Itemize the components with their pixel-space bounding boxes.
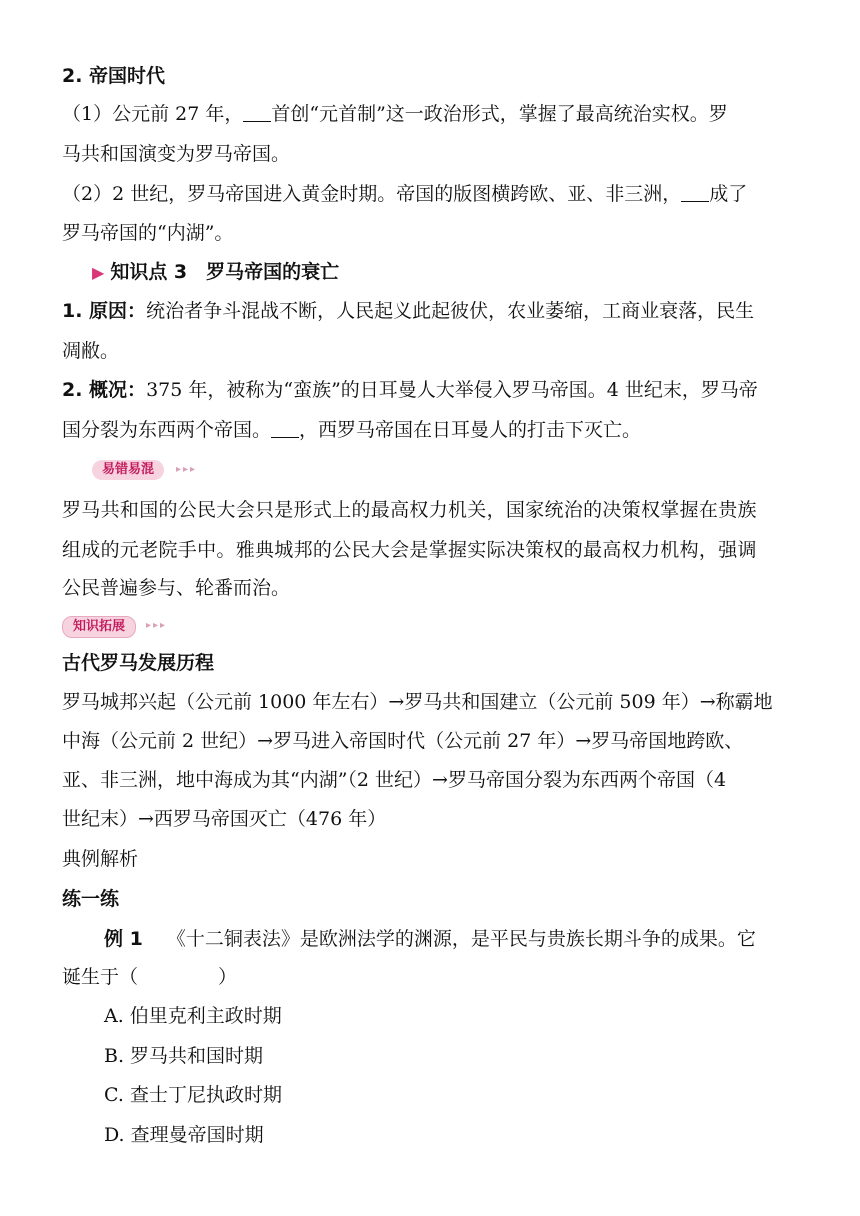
knowledge-point-title: 知识点 3 罗马帝国的衰亡 xyxy=(110,261,340,283)
section-title-empire: 2. 帝国时代 xyxy=(62,65,166,87)
option-a[interactable]: A. 伯里克利主政时期 xyxy=(104,1005,282,1027)
text-span: 诞生于（ xyxy=(62,966,139,988)
text-span: 国分裂为东西两个帝国。 xyxy=(62,419,272,441)
answer-blank[interactable] xyxy=(243,103,271,122)
text-span: ，西罗马帝国在日耳曼人的打击下灭亡。 xyxy=(299,419,642,441)
text-span: 成了 xyxy=(709,183,748,205)
note-line: 罗马共和国的公民大会只是形式上的最高权力机关，国家统治的决策权掌握在贵族 xyxy=(62,499,757,521)
paragraph-line xyxy=(62,377,758,403)
text-span: 375 年，被称为“蛮族”的日耳曼人大举侵入罗马帝国。4 世纪末，罗马帝 xyxy=(146,379,758,401)
practice-title: 练一练 xyxy=(62,888,120,910)
tag-arrows-icon: ▸▸▸ xyxy=(176,464,198,475)
paragraph-line xyxy=(62,181,747,207)
paragraph-line: 凋敝。 xyxy=(62,340,120,362)
example-question-line xyxy=(62,964,237,990)
analysis-title: 典例解析 xyxy=(62,848,139,870)
paragraph-line xyxy=(62,298,754,324)
text-span: （2）2 世纪，罗马帝国进入黄金时期。帝国的版图横跨欧、亚、非三洲， xyxy=(62,183,682,205)
triangle-marker-icon: ▶ xyxy=(92,263,105,282)
note-line: 组成的元老院手中。雅典城邦的公民大会是掌握实际决策权的最高权力机构，强调 xyxy=(62,539,757,561)
text-span: （1）公元前 27 年， xyxy=(62,103,244,125)
tag-arrows-icon: ▸▸▸ xyxy=(146,620,168,631)
history-line: 世纪末）→西罗马帝国灭亡（476 年） xyxy=(62,808,387,830)
example-question-line xyxy=(104,926,756,952)
tag-easy-mistake: 易错易混 xyxy=(92,460,164,480)
history-title: 古代罗马发展历程 xyxy=(62,652,215,674)
paragraph-line: 罗马帝国的“内湖”。 xyxy=(62,222,234,244)
paragraph-line xyxy=(62,417,641,443)
history-line: 罗马城邦兴起（公元前 1000 年左右）→罗马共和国建立（公元前 509 年）→称霸地 xyxy=(62,691,773,713)
paragraph-line: 马共和国演变为罗马帝国。 xyxy=(62,143,291,165)
text-span: ） xyxy=(218,966,238,988)
tag-knowledge-extension: 知识拓展 xyxy=(62,616,136,638)
knowledge-point-heading xyxy=(92,259,339,286)
answer-blank[interactable] xyxy=(271,419,299,438)
label-overview: 2. 概况： xyxy=(62,379,147,401)
text-span: 《十二铜表法》是欧洲法学的渊源，是平民与贵族长期斗争的成果。它 xyxy=(166,928,756,950)
option-c[interactable]: C. 查士丁尼执政时期 xyxy=(104,1084,282,1106)
note-line: 公民普遍参与、轮番而治。 xyxy=(62,577,291,599)
example-label: 例 1 xyxy=(104,928,143,950)
label-reason: 1. 原因： xyxy=(62,300,147,322)
answer-blank[interactable] xyxy=(681,183,709,202)
history-line: 亚、非三洲，地中海成为其“内湖”（2 世纪）→罗马帝国分裂为东西两个帝国（4 xyxy=(62,769,727,791)
history-line: 中海（公元前 2 世纪）→罗马进入帝国时代（公元前 27 年）→罗马帝国地跨欧、 xyxy=(62,730,744,752)
text-span: 统治者争斗混战不断，人民起义此起彼伏，农业萎缩，工商业衰落，民生 xyxy=(146,300,755,322)
paragraph-line xyxy=(62,101,728,127)
text-span: 首创“元首制”这一政治形式，掌握了最高统治实权。罗 xyxy=(271,103,728,125)
option-b[interactable]: B. 罗马共和国时期 xyxy=(104,1045,264,1067)
option-d[interactable]: D. 查理曼帝国时期 xyxy=(104,1124,264,1146)
